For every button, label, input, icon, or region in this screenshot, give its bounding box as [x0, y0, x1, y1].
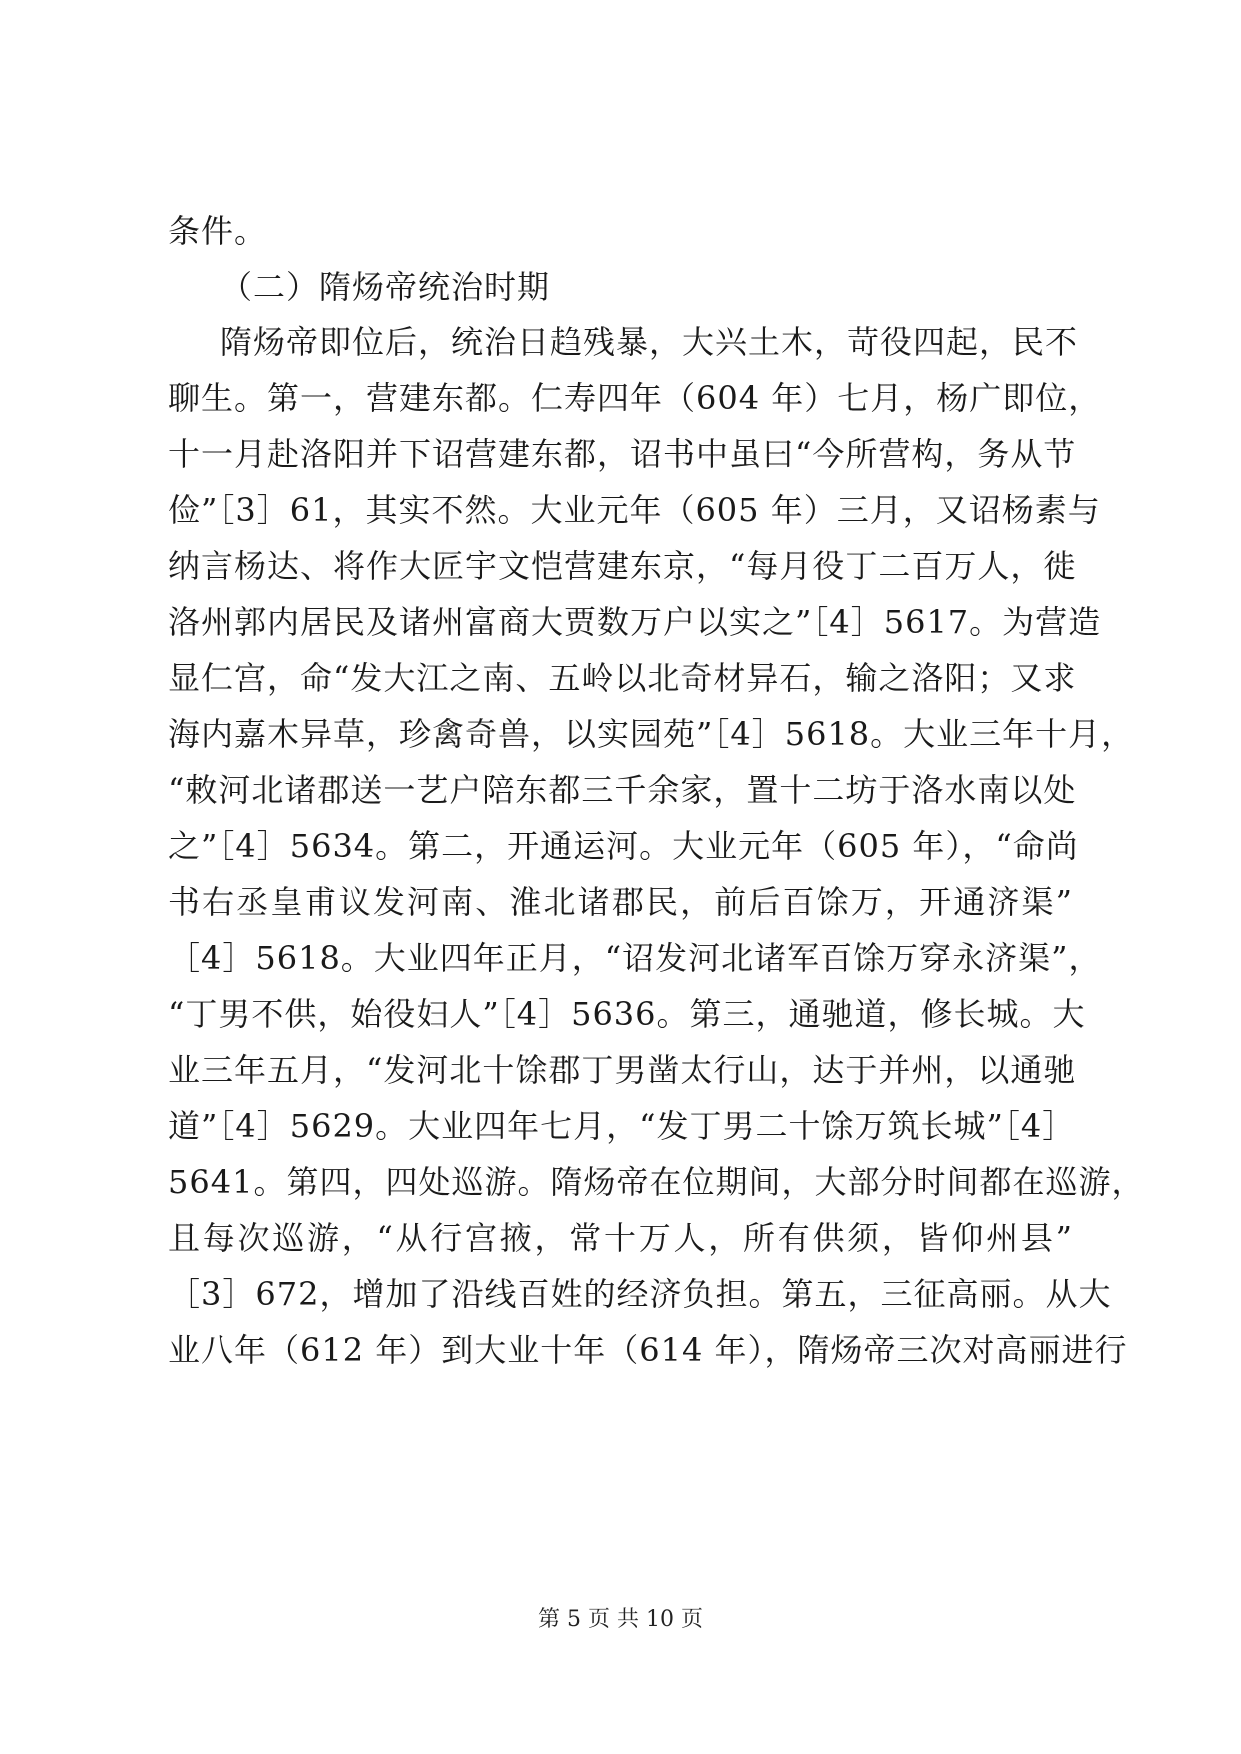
text-line-13: 书右丞皇甫议发河南、淮北诸郡民，前后百馀万，开通济渠”: [168, 883, 1073, 921]
text-line-6: 俭”［3］61，其实不然。大业元年（605 年）三月，又诏杨素与: [168, 491, 1101, 529]
text-line-9: 显仁宫，命“发大江之南、五岭以北奇材异石，输之洛阳；又求: [168, 659, 1077, 697]
text-line-12: 之”［4］5634。第二，开通运河。大业元年（605 年），“命尚: [168, 827, 1079, 865]
text-line-8: 洛州郭内居民及诸州富商大贾数万户以实之”［4］5617。为营造: [168, 603, 1102, 641]
text-line-20: ［3］672，增加了沿线百姓的经济负担。第五，三征高丽。从大: [168, 1275, 1112, 1313]
text-line-21: 业八年（612 年）到大业十年（614 年），隋炀帝三次对高丽进行: [168, 1331, 1128, 1369]
text-line-1: 条件。: [168, 212, 268, 250]
text-line-11: “敕河北诸郡送一艺户陪东都三千余家，置十二坊于洛水南以处: [168, 771, 1077, 809]
text-line-5: 十一月赴洛阳并下诏营建东都，诏书中虽曰“今所营构，务从节: [168, 435, 1077, 473]
page-number-footer: 第 5 页 共 10 页: [538, 1607, 703, 1632]
text-line-7: 纳言杨达、将作大匠宇文恺营建东京，“每月役丁二百万人，徙: [168, 547, 1077, 585]
text-line-18: 5641。第四，四处巡游。隋炀帝在位期间，大部分时间都在巡游，: [168, 1163, 1145, 1201]
text-line-16: 业三年五月，“发河北十馀郡丁男凿太行山，达于并州，以通驰: [168, 1051, 1077, 1089]
text-line-14: ［4］5618。大业四年正月，“诏发河北诸军百馀万穿永济渠”，: [168, 939, 1102, 977]
text-line-15: “丁男不供，始役妇人”［4］5636。第三，通驰道，修长城。大: [168, 995, 1086, 1033]
section-heading: （二）隋炀帝统治时期: [220, 268, 551, 306]
text-line-17: 道”［4］5629。大业四年七月，“发丁男二十馀万筑长城”［4］: [168, 1107, 1076, 1145]
text-line-3: 隋炀帝即位后，统治日趋残暴，大兴土木，苛役四起，民不: [220, 323, 1079, 361]
text-line-4: 聊生。第一，营建东都。仁寿四年（604 年）七月，杨广即位，: [168, 379, 1102, 417]
text-line-10: 海内嘉木异草，珍禽奇兽，以实园苑”［4］5618。大业三年十月，: [168, 715, 1135, 753]
text-line-19: 且每次巡游，“从行宫掖，常十万人，所有供须，皆仰州县”: [168, 1219, 1073, 1257]
